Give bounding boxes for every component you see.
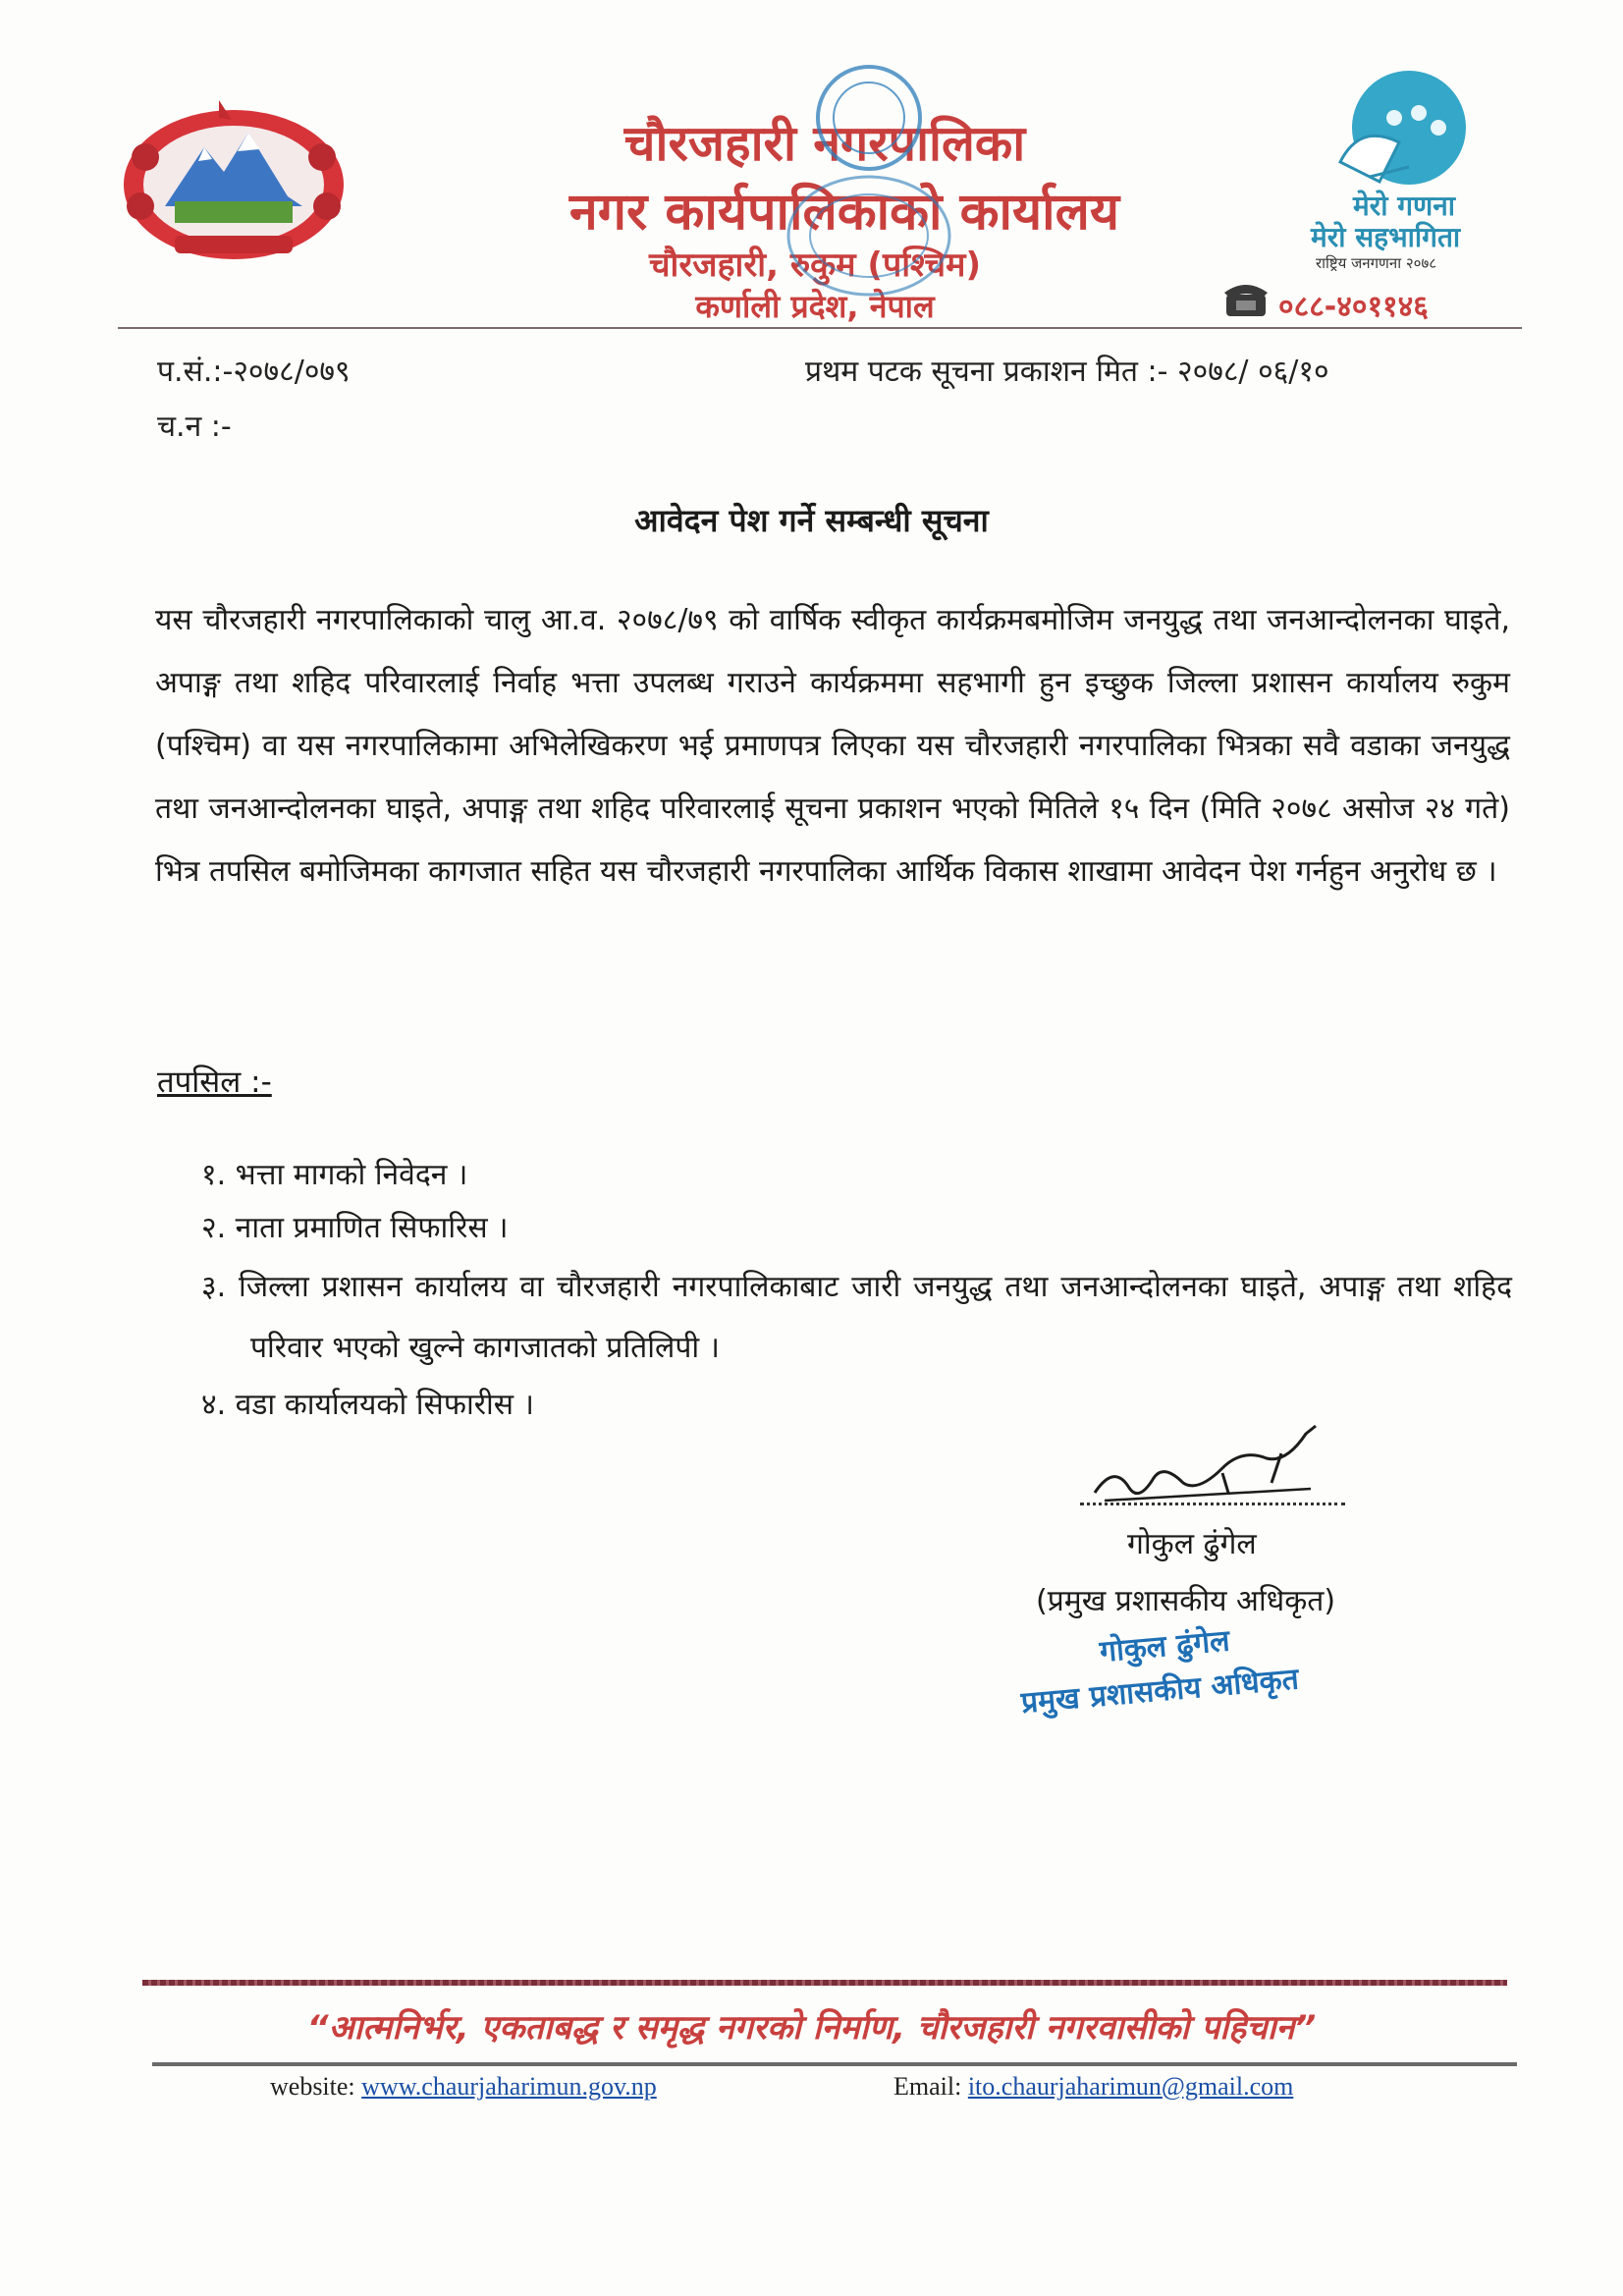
signer-title: (प्रमुख प्रशासकीय अधिकृत): [1036, 1584, 1336, 1618]
footer-motto: “आत्मनिर्भर, एकताबद्ध र समृद्ध नगरको निर्माण, चौरजहारी नगरवासीको पहिचान”: [306, 2008, 1317, 2048]
details-label: तपसिल :-: [157, 1065, 272, 1100]
census-slogan-line1: मेरो गणना: [1353, 190, 1455, 222]
office-type: नगर कार्यपालिकाको कार्यालय: [568, 183, 1120, 242]
list-item: १. भत्ता मागको निवेदन ।: [201, 1158, 468, 1192]
email-label: Email:: [893, 2072, 968, 2101]
list-item: ४. वडा कार्यालयको सिफारीस ।: [201, 1388, 534, 1422]
telephone-icon: [1222, 279, 1270, 318]
nepal-emblem-icon: [116, 98, 352, 263]
stamp-title: प्रमुख प्रशासकीय अधिकृत: [1019, 1662, 1301, 1721]
phone-number: ०८८-४०११४६: [1278, 290, 1429, 324]
census-slogan-line3: राष्ट्रिय जनगणना २०७८: [1316, 254, 1437, 272]
email-link[interactable]: ito.chaurjaharimun@gmail.com: [967, 2072, 1294, 2101]
office-address-line2: कर्णाली प्रदेश, नेपाल: [695, 288, 935, 325]
census-slogan-line2: मेरो सहभागिता: [1311, 221, 1461, 253]
dispatch-number: च.न :-: [157, 410, 232, 444]
notice-subject: आवेदन पेश गर्ने सम्बन्धी सूचना: [634, 502, 989, 539]
office-seal-icon: [781, 59, 957, 304]
list-item: ३. जिल्ला प्रशासन कार्यालय वा चौरजहारी नगरपालिकाबाट जारी जनयुद्ध तथा जनआन्दोलनका घाइते, अपाङ्ग तथा शहिद परिवार भएको खुल्ने कागजातको प्रतिलिपी ।: [201, 1270, 1512, 1365]
footer-email: [893, 2072, 1293, 2102]
office-name: चौरजहारी नगरपालिका: [623, 115, 1026, 172]
website-link[interactable]: www.chaurjaharimun.gov.np: [361, 2072, 657, 2101]
header-divider: [118, 327, 1522, 329]
notice-body: यस चौरजहारी नगरपालिकाको चालु आ.व. २०७८/७९ को वार्षिक स्वीकृत कार्यक्रमबमोजिम जनयुद्ध तथा जनआन्दोलनका घाइते, अपाङ्ग तथा शहिद परिवारलाई निर्वाह भत्ता उपलब्ध गराउने कार्यक्रममा सहभागी हुन इच्छुक जिल्ला प्रशासन कार्यालय रुकुम (पश्चिम) वा यस नगरपालिकामा अभिलेखिकरण भई प्रमाणपत्र लिएका यस चौरजहारी नगरपालिका भित्रका सवै वडाका जनयुद्ध तथा जनआन्दोलनका घाइते, अपाङ्ग तथा शहिद परिवारलाई सूचना प्रकाशन भएको मितिले १५ दिन (मिति २०७८ असोज २४ गते) भित्र तपसिल बमोजिमका कागजात सहित यस चौरजहारी नगरपालिका आर्थिक विकास शाखामा आवेदन पेश गर्नहुन अनुरोध छ ।: [155, 603, 1510, 889]
office-address-line1: चौरजहारी, रुकुम (पश्चिम): [648, 246, 982, 285]
stamp-name: गोकुल ढुंगेल: [1098, 1623, 1231, 1669]
footer-divider-top: [142, 1980, 1507, 1986]
footer-website: [270, 2072, 657, 2102]
footer-divider-bottom: [152, 2062, 1517, 2066]
list-item: २. नाता प्रमाणित सिफारिस ।: [201, 1211, 509, 1245]
website-label: website:: [270, 2072, 362, 2101]
reference-number: प.सं.:-२०७८/०७९: [157, 355, 351, 389]
publication-date: प्रथम पटक सूचना प्रकाशन मित :- २०७८/ ०६/१०: [805, 355, 1329, 389]
signer-name: गोकुल ढुंगेल: [1127, 1527, 1257, 1561]
signature-line: [1080, 1503, 1345, 1505]
